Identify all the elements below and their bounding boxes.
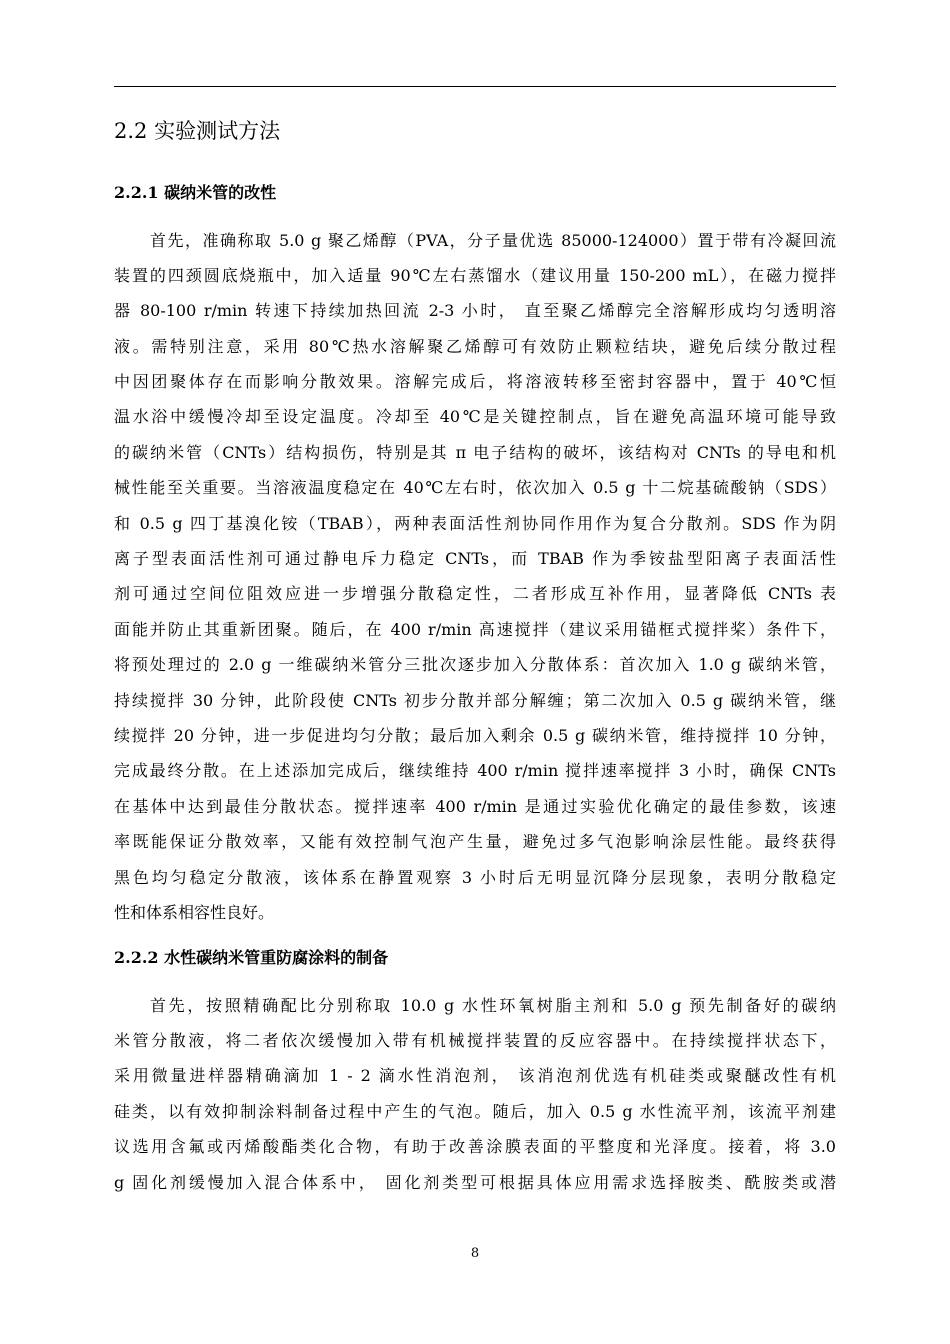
paragraph-line: 率既能保证分散效率，又能有效控制气泡产生量，避免过多气泡影响涂层性能。最终获得: [114, 832, 836, 851]
paragraph-line: 剂可通过空间位阻效应进一步增强分散稳定性，二者形成互补作用，显著降低 CNTs 表: [114, 584, 836, 603]
paragraph-line: 首先，准确称取 5.0 g 聚乙烯醇（PVA，分子量优选 85000-124000）置于带有冷凝回流: [150, 231, 836, 250]
paragraph-line: 和 0.5 g 四丁基溴化铵（TBAB），两种表面活性剂协同作用作为复合分散剂。SDS 作为阴: [114, 514, 836, 533]
subsection-title-modification: 2.2.1 碳纳米管的改性: [114, 183, 277, 202]
section-title: 2.2 实验测试方法: [114, 119, 281, 143]
paragraph-line: 离子型表面活性剂可通过静电斥力稳定 CNTs，而 TBAB 作为季铵盐型阳离子表面活性: [114, 549, 836, 568]
paragraph-line: 采用微量进样器精确滴加 1 - 2 滴水性消泡剂， 该消泡剂优选有机硅类或聚醚改性有机: [114, 1066, 836, 1085]
paragraph-line: 装置的四颈圆底烧瓶中，加入适量 90℃左右蒸馏水（建议用量 150-200 mL），在磁力搅拌: [114, 266, 836, 285]
paragraph-line: 续搅拌 20 分钟，进一步促进均匀分散；最后加入剩余 0.5 g 碳纳米管，维持搅拌 10 分钟，: [114, 726, 836, 745]
header-rule: [114, 86, 836, 87]
paragraph-line: 温水浴中缓慢冷却至设定温度。冷却至 40℃是关键控制点，旨在避免高温环境可能导致: [114, 407, 836, 426]
paragraph-line: 的碳纳米管（CNTs）结构损伤，特别是其 π 电子结构的破坏，该结构对 CNTs 的导电和机: [114, 443, 836, 462]
subsection-title-coating-preparation: 2.2.2 水性碳纳米管重防腐涂料的制备: [114, 948, 389, 967]
paragraph-line: 完成最终分散。在上述添加完成后，继续维持 400 r/min 搅拌速率搅拌 3 小时，确保 CNTs: [114, 761, 836, 780]
paragraph-line: 械性能至关重要。当溶液温度稳定在 40℃左右时，依次加入 0.5 g 十二烷基硫酸钠（SDS）: [114, 478, 836, 497]
paragraph-line: 黑色均匀稳定分散液，该体系在静置观察 3 小时后无明显沉降分层现象，表明分散稳定: [114, 868, 836, 887]
paragraph-line: 硅类，以有效抑制涂料制备过程中产生的气泡。随后，加入 0.5 g 水性流平剂，该流平剂建: [114, 1102, 836, 1121]
paragraph-line: 器 80-100 r/min 转速下持续加热回流 2-3 小时， 直至聚乙烯醇完全溶解形成均匀透明溶: [114, 301, 836, 320]
paragraph-line: g 固化剂缓慢加入混合体系中， 固化剂类型可根据具体应用需求选择胺类、酰胺类或潜: [114, 1173, 836, 1192]
paragraph-line: 米管分散液，将二者依次缓慢加入带有机械搅拌装置的反应容器中。在持续搅拌状态下，: [114, 1031, 836, 1050]
paragraph-line: 首先，按照精确配比分别称取 10.0 g 水性环氧树脂主剂和 5.0 g 预先制备好的碳纳: [150, 996, 836, 1015]
paragraph-line: 中因团聚体存在而影响分散效果。溶解完成后，将溶液转移至密封容器中，置于 40℃恒: [114, 372, 836, 391]
paragraph-line: 面能并防止其重新团聚。随后，在 400 r/min 高速搅拌（建议采用锚框式搅拌桨）条件下，: [114, 620, 836, 639]
paragraph-line: 性和体系相容性良好。: [114, 903, 275, 922]
paragraph-line: 将预处理过的 2.0 g 一维碳纳米管分三批次逐步加入分散体系：首次加入 1.0 g 碳纳米管，: [114, 655, 836, 674]
paragraph-line: 议选用含氟或丙烯酸酯类化合物，有助于改善涂膜表面的平整度和光泽度。接着，将 3.0: [114, 1137, 836, 1156]
page-number: 8: [470, 1246, 480, 1261]
paragraph-line: 在基体中达到最佳分散状态。搅拌速率 400 r/min 是通过实验优化确定的最佳参数，该速: [114, 797, 836, 816]
paragraph-line: 液。需特别注意，采用 80℃热水溶解聚乙烯醇可有效防止颗粒结块，避免后续分散过程: [114, 337, 836, 356]
paragraph-line: 持续搅拌 30 分钟，此阶段使 CNTs 初步分散并部分解缠；第二次加入 0.5 g 碳纳米管，继: [114, 691, 836, 710]
